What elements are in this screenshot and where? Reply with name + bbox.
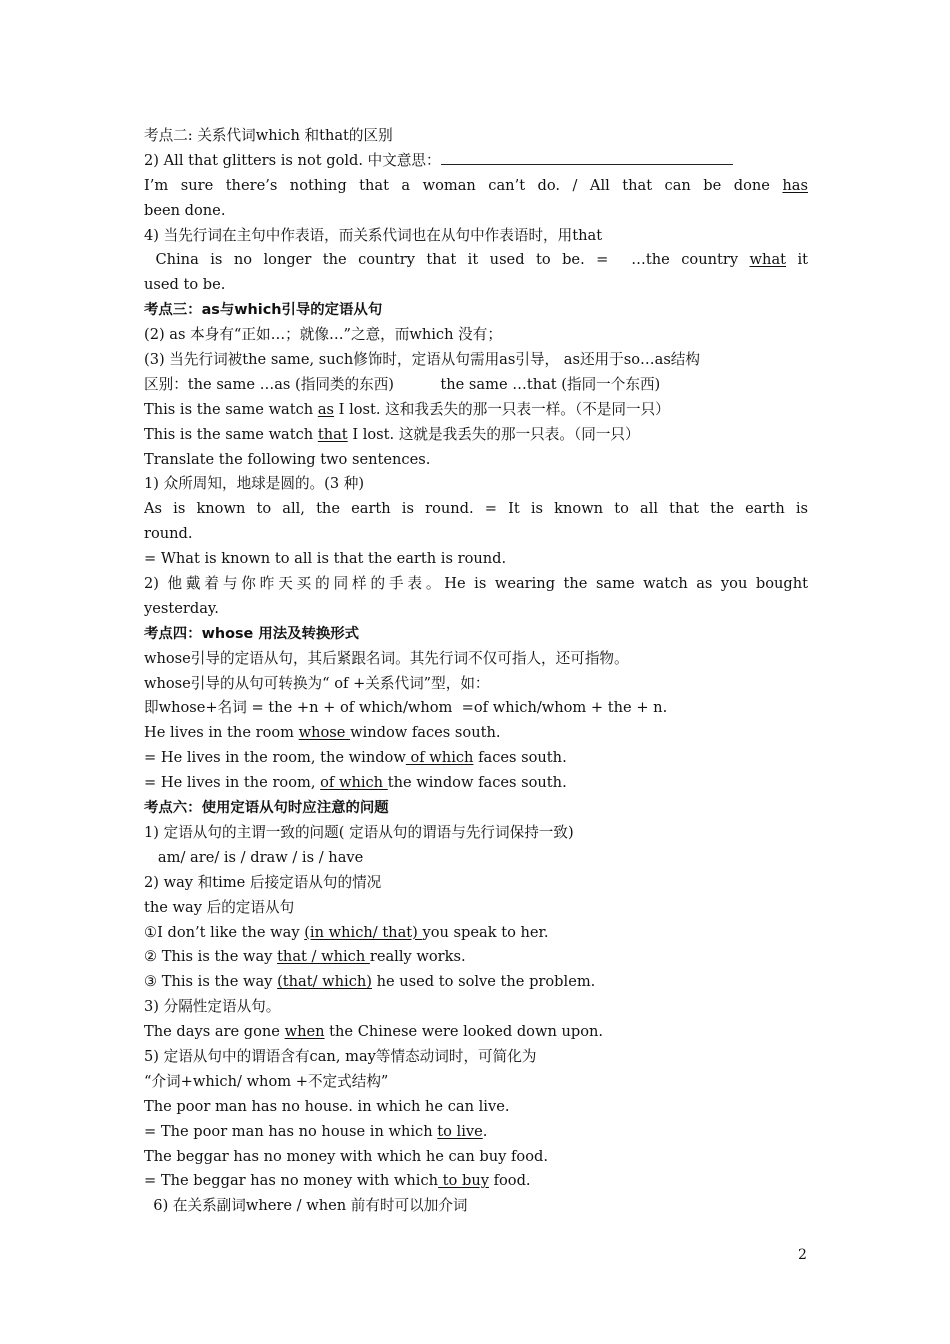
line-text: whose引导的定语从句，其后紧跟名词。其先行词不仅可指人，还可指物。 <box>144 649 629 667</box>
text-line <box>144 896 808 921</box>
text-line <box>144 970 808 995</box>
underlined-answer: as <box>317 400 335 418</box>
text-line <box>144 995 808 1020</box>
text-line <box>144 174 808 199</box>
line-text: 1) 定语从句的主谓一致的问题( 定语从句的谓语与先行词保持一致) <box>144 823 574 841</box>
line-text-after: the window faces south. <box>387 774 567 792</box>
line-text: whose引导的从句可转换为“ of +关系代词”型，如： <box>144 674 490 692</box>
underlined-answer: to live <box>437 1122 483 1140</box>
line-text: the way 后的定语从句 <box>144 898 295 916</box>
line-text-after: you speak to her. <box>422 923 549 941</box>
text-line <box>144 248 808 273</box>
line-text-after: food. <box>488 1172 531 1190</box>
underlined-answer: of which <box>320 774 388 792</box>
line-text: This is the same watch <box>144 425 318 443</box>
section-heading <box>144 796 808 821</box>
text-line <box>144 472 808 497</box>
line-text: “介词+which/ whom +不定式结构” <box>144 1072 389 1090</box>
text-line <box>144 572 808 597</box>
line-text: As is known to all, the earth is round. = It is known to all that the earth is <box>144 500 808 518</box>
line-text: (2) as 本身有“正如…；就像…”之意，而which 没有； <box>144 326 502 344</box>
line-text-after: window faces south. <box>350 724 501 742</box>
line-text-after: he used to solve the problem. <box>371 973 596 991</box>
underlined-answer: of which <box>405 749 474 767</box>
line-text: China is no longer the country that it used to be. = …the country <box>144 251 750 269</box>
text-line <box>144 846 808 871</box>
line-text-after: the Chinese were looked down upon. <box>324 1023 604 1041</box>
line-text: been done. <box>144 201 226 219</box>
line-text: am/ are/ is / draw / is / have <box>144 848 364 866</box>
text-line <box>144 1120 808 1145</box>
underlined-answer: to buy <box>438 1172 489 1190</box>
line-text: = He lives in the room, the window <box>144 749 406 767</box>
underlined-answer: whose <box>298 724 351 742</box>
text-line <box>144 771 808 796</box>
section-heading <box>144 298 808 323</box>
text-line <box>144 1020 808 1045</box>
line-text: 区别：the same …as (指同类的东西) the same …that (指同一个东西) <box>144 375 661 393</box>
text-line <box>144 224 808 249</box>
text-line <box>144 1095 808 1120</box>
line-text: 即whose+名词 = the +n + of which/whom =of which/whom + the + n. <box>144 699 668 717</box>
text-line <box>144 921 808 946</box>
underlined-answer: (that/ which) <box>277 973 372 991</box>
line-text: used to be. <box>144 276 226 294</box>
text-line <box>144 721 808 746</box>
text-line <box>144 672 808 697</box>
text-line <box>144 1045 808 1070</box>
line-text: Translate the following two sentences. <box>144 450 431 468</box>
line-text: round. <box>144 525 193 543</box>
text-line <box>144 696 808 721</box>
line-text: This is the same watch <box>144 400 318 418</box>
fill-in-blank-line <box>441 149 733 165</box>
line-text: 2) way 和time 后接定语从句的情况 <box>144 873 382 891</box>
line-text-after: . <box>482 1122 488 1140</box>
line-text: ①I don’t like the way <box>144 923 305 941</box>
text-line <box>144 547 808 572</box>
text-line <box>144 821 808 846</box>
text-line <box>144 423 808 448</box>
line-text-after: I lost. 这就是我丢失的那一只表。（同一只） <box>347 425 640 443</box>
line-text: The poor man has no house. in which he can live. <box>144 1097 510 1115</box>
line-text-after: I lost. 这和我丢失的那一只表一样。（不是同一只） <box>334 400 670 418</box>
line-text: = The beggar has no money with which <box>144 1172 439 1190</box>
text-line <box>144 1145 808 1170</box>
underlined-answer: that / which <box>277 948 370 966</box>
text-line <box>144 522 808 547</box>
line-text-after: it <box>786 251 808 269</box>
text-line <box>144 348 808 373</box>
text-line <box>144 1169 808 1194</box>
section-heading <box>144 622 808 647</box>
underlined-answer: when <box>284 1023 325 1041</box>
line-text: = What is known to all is that the earth is round. <box>144 550 507 568</box>
line-text: yesterday. <box>144 599 219 617</box>
line-text: 考点六：使用定语从句时应注意的问题 <box>144 800 389 817</box>
text-line <box>144 323 808 348</box>
underlined-answer: (in which/ that) <box>304 923 423 941</box>
text-line <box>144 497 808 522</box>
line-text: 2) 他戴着与你昨天买的同样的手表。He is wearing the same watch as you bought <box>144 575 808 593</box>
text-line <box>144 273 808 298</box>
underlined-answer: that <box>317 425 348 443</box>
line-text: 4) 当先行词在主句中作表语，而关系代词也在从句中作表语时，用that <box>144 226 603 244</box>
text-line <box>144 597 808 622</box>
line-text: = He lives in the room, <box>144 774 321 792</box>
text-line <box>144 149 808 174</box>
line-text: I’m sure there’s nothing that a woman can’t do. / All that can be done <box>144 176 783 194</box>
text-line <box>144 1070 808 1095</box>
line-text: The days are gone <box>144 1023 285 1041</box>
text-line <box>144 945 808 970</box>
line-text: 6) 在关系副词where / when 前有时可以加介词 <box>144 1197 468 1215</box>
text-line <box>144 746 808 771</box>
document-body <box>144 124 808 1219</box>
text-line <box>144 647 808 672</box>
line-text: 考点三：as与which引导的定语从句 <box>144 302 383 319</box>
text-line <box>144 1194 808 1219</box>
underlined-answer: what <box>749 251 787 269</box>
line-text: The beggar has no money with which he can buy food. <box>144 1147 548 1165</box>
text-line <box>144 448 808 473</box>
text-line <box>144 199 808 224</box>
underlined-answer: has <box>782 176 808 194</box>
line-text: 考点四：whose 用法及转换形式 <box>144 625 360 642</box>
line-text: 考点二: 关系代词which 和that的区别 <box>144 127 393 144</box>
line-text: 5) 定语从句中的谓语含有can, may等情态动词时，可简化为 <box>144 1047 537 1065</box>
line-text: 3) 分隔性定语从句。 <box>144 998 281 1016</box>
line-text-after: faces south. <box>473 749 567 767</box>
line-text: 1) 众所周知，地球是圆的。(3 种) <box>144 475 365 493</box>
line-text: (3) 当先行词被the same, such修饰时，定语从句需用as引导， as还用于so…as结构 <box>144 351 700 369</box>
page-number: 2 <box>798 1247 807 1263</box>
line-text: = The poor man has no house in which <box>144 1122 438 1140</box>
line-text: ③ This is the way <box>144 973 278 991</box>
line-text: ② This is the way <box>144 948 278 966</box>
text-line <box>144 124 808 149</box>
line-text: He lives in the room <box>144 724 299 742</box>
line-text: 2) All that glitters is not gold. 中文意思： <box>144 151 441 169</box>
text-line <box>144 871 808 896</box>
text-line <box>144 398 808 423</box>
text-line <box>144 373 808 398</box>
line-text-after: really works. <box>369 948 466 966</box>
